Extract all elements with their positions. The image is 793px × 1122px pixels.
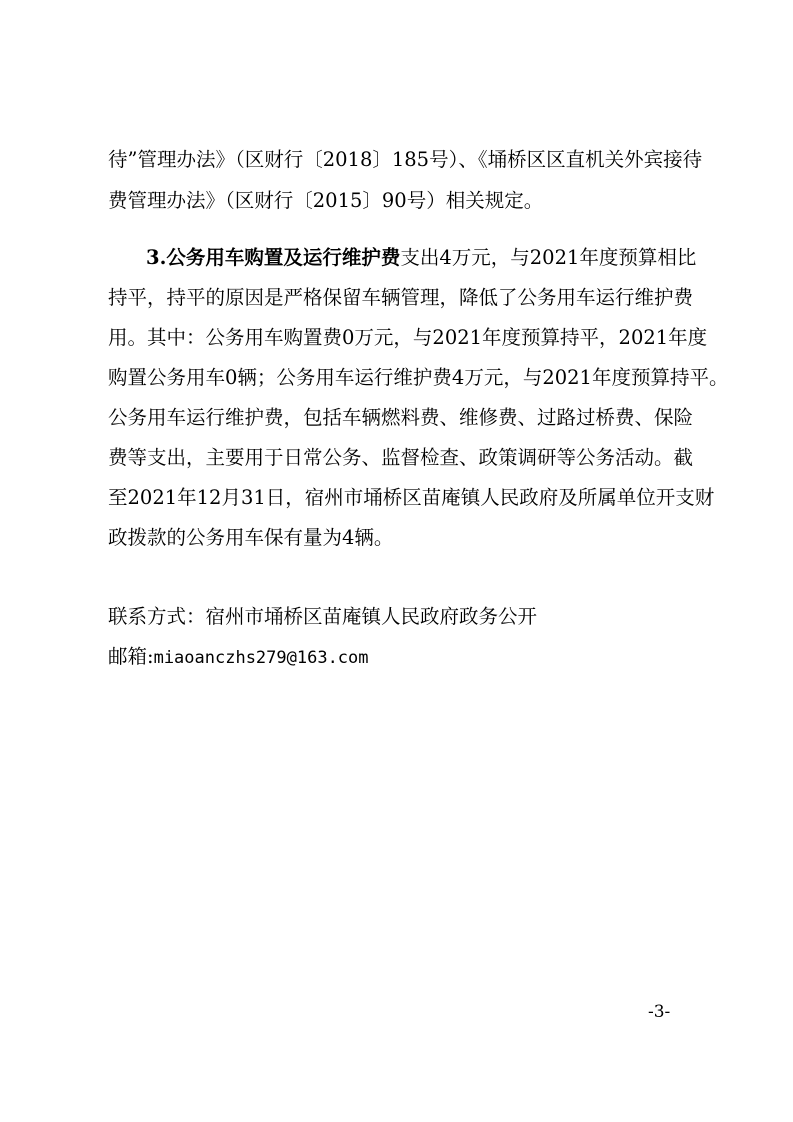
- email-line: [108, 643, 688, 672]
- email-address: miaoanczhs279@163.com: [153, 648, 369, 668]
- paragraph-2-line-8: 政拨款的公务用车保有量为4辆。: [108, 526, 394, 549]
- email-label: 邮箱:: [108, 645, 154, 668]
- paragraph-2-line-5: 公务用车运行维护费，包括车辆燃料费、维修费、过路过桥费、保险: [108, 406, 694, 429]
- section-heading: 3.公务用车购置及运行维护费: [146, 246, 401, 269]
- paragraph-2-line-2: 持平，持平的原因是严格保留车辆管理，降低了公务用车运行维护费: [108, 286, 694, 309]
- paragraph-1-line-1: 待”管理办法》（区财行〔2018〕185号）、《埇桥区区直机关外宾接待: [108, 148, 703, 171]
- contact-line: 联系方式：宿州市埇桥区苗庵镇人民政府政务公开: [108, 605, 538, 628]
- paragraph-2-line-1-text: 支出4万元，与2021年度预算相比: [400, 246, 697, 269]
- paragraph-1-line-2: 费管理办法》（区财行〔2015〕90号）相关规定。: [108, 189, 544, 212]
- page-number: -3-: [648, 1002, 671, 1022]
- paragraph-2-line-7: 至2021年12月31日，宿州市埇桥区苗庵镇人民政府及所属单位开支财: [108, 486, 715, 509]
- paragraph-2-line-1: [146, 244, 697, 272]
- paragraph-2-line-4: 购置公务用车0辆；公务用车运行维护费4万元，与2021年度预算持平。: [108, 366, 729, 389]
- paragraph-2-line-3: 用。其中：公务用车购置费0万元，与2021年度预算持平，2021年度: [108, 326, 708, 349]
- paragraph-2-line-6: 费等支出，主要用于日常公务、监督检查、政策调研等公务活动。截: [108, 446, 694, 469]
